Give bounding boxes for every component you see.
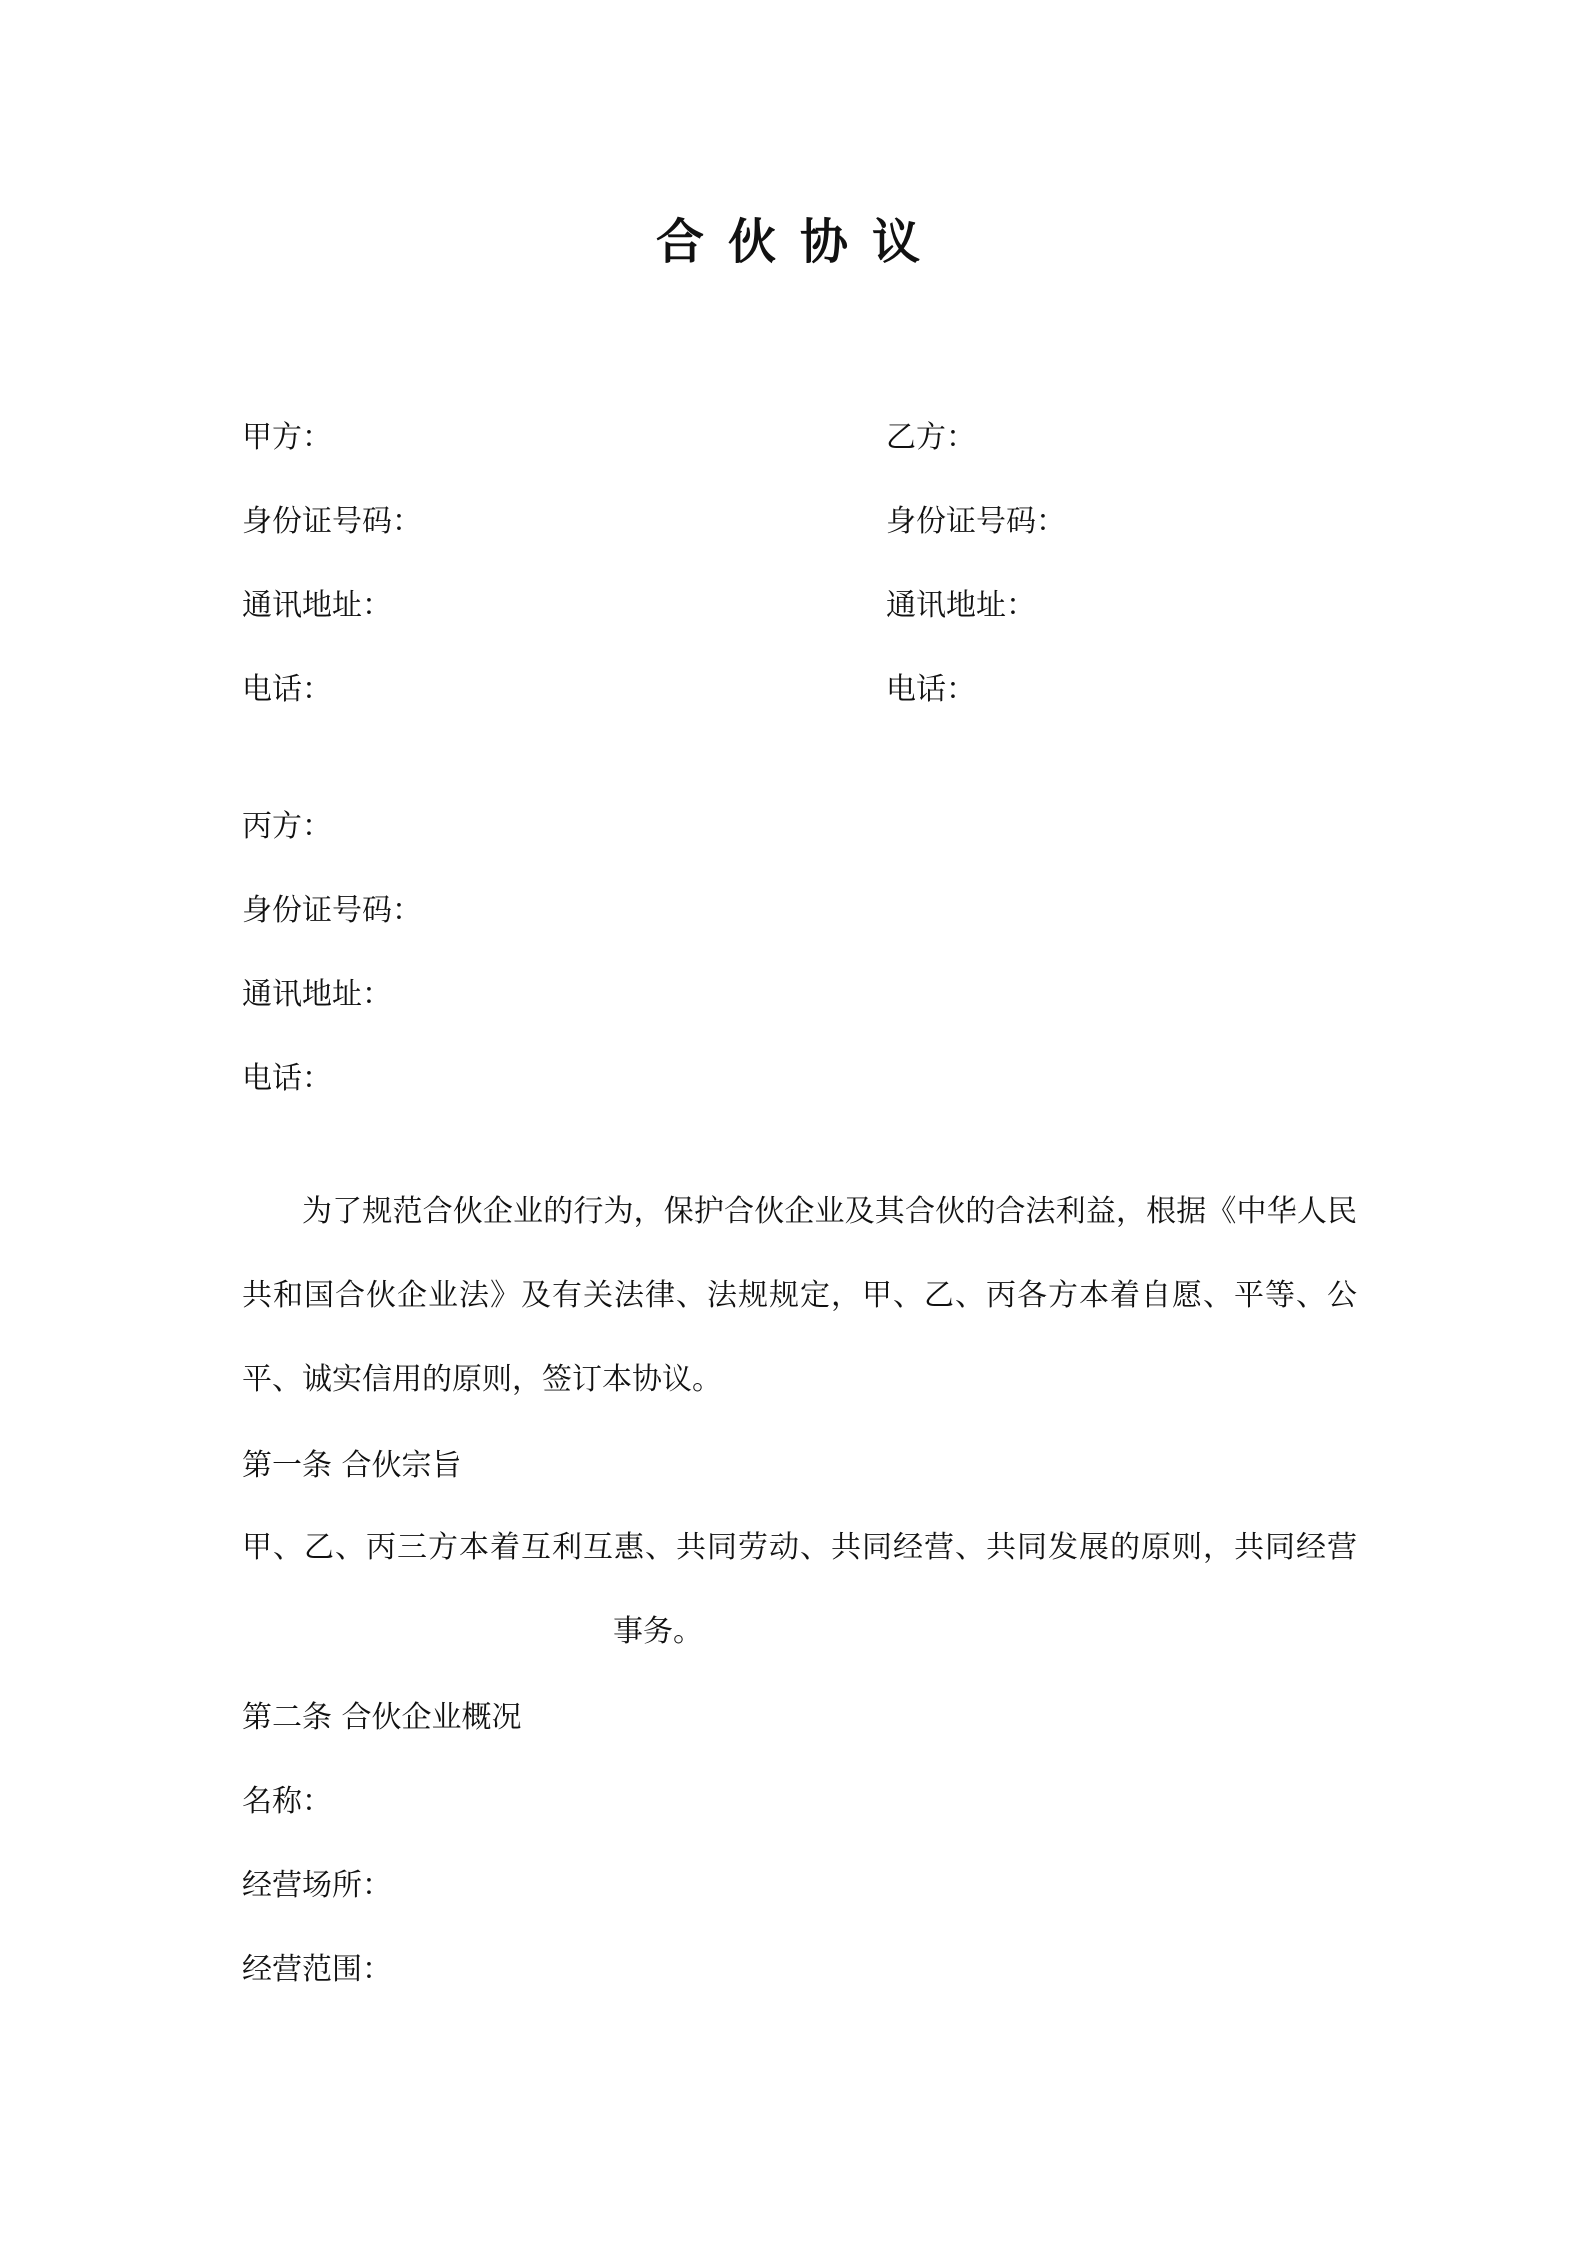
article2-place-label: 经营场所：: [242, 1868, 392, 1903]
party-b-phone-label: 电话：: [886, 672, 976, 707]
article1-body-after: 事务。: [613, 1614, 703, 1649]
article2-heading: 第二条 合伙企业概况: [242, 1700, 522, 1735]
party-b-name-label: 乙方：: [886, 420, 976, 455]
preamble-paragraph: 为了规范合伙企业的行为，保护合伙企业及其合伙的合法利益，根据《中华人民共和国合伙企业法》及有关法律、法规规定，甲、乙、丙各方本着自愿、平等、公平、诚实信用的原则，签订本协议。: [242, 1194, 1357, 1397]
party-c-id-label: 身份证号码：: [242, 893, 422, 928]
document-title: 合伙协议: [655, 214, 944, 270]
party-a-id-label: 身份证号码：: [242, 504, 422, 539]
party-c-phone-label: 电话：: [242, 1061, 332, 1096]
party-b-id-label: 身份证号码：: [886, 504, 1066, 539]
party-a-name-label: 甲方：: [242, 420, 332, 455]
party-c-name-label: 丙方：: [242, 809, 332, 844]
party-b-address-label: 通讯地址：: [886, 588, 1036, 623]
party-a-address-label: 通讯地址：: [242, 588, 392, 623]
article1-body: [242, 1506, 1357, 1674]
party-a-phone-label: 电话：: [242, 672, 332, 707]
article1-heading: 第一条 合伙宗旨: [242, 1448, 462, 1483]
article1-body-before: 甲、乙、丙三方本着互利互惠、共同劳动、共同经营、共同发展的原则，共同经营: [242, 1530, 1357, 1565]
article2-scope-label: 经营范围：: [242, 1952, 392, 1987]
article2-name-label: 名称：: [242, 1784, 332, 1819]
party-c-address-label: 通讯地址：: [242, 977, 392, 1012]
